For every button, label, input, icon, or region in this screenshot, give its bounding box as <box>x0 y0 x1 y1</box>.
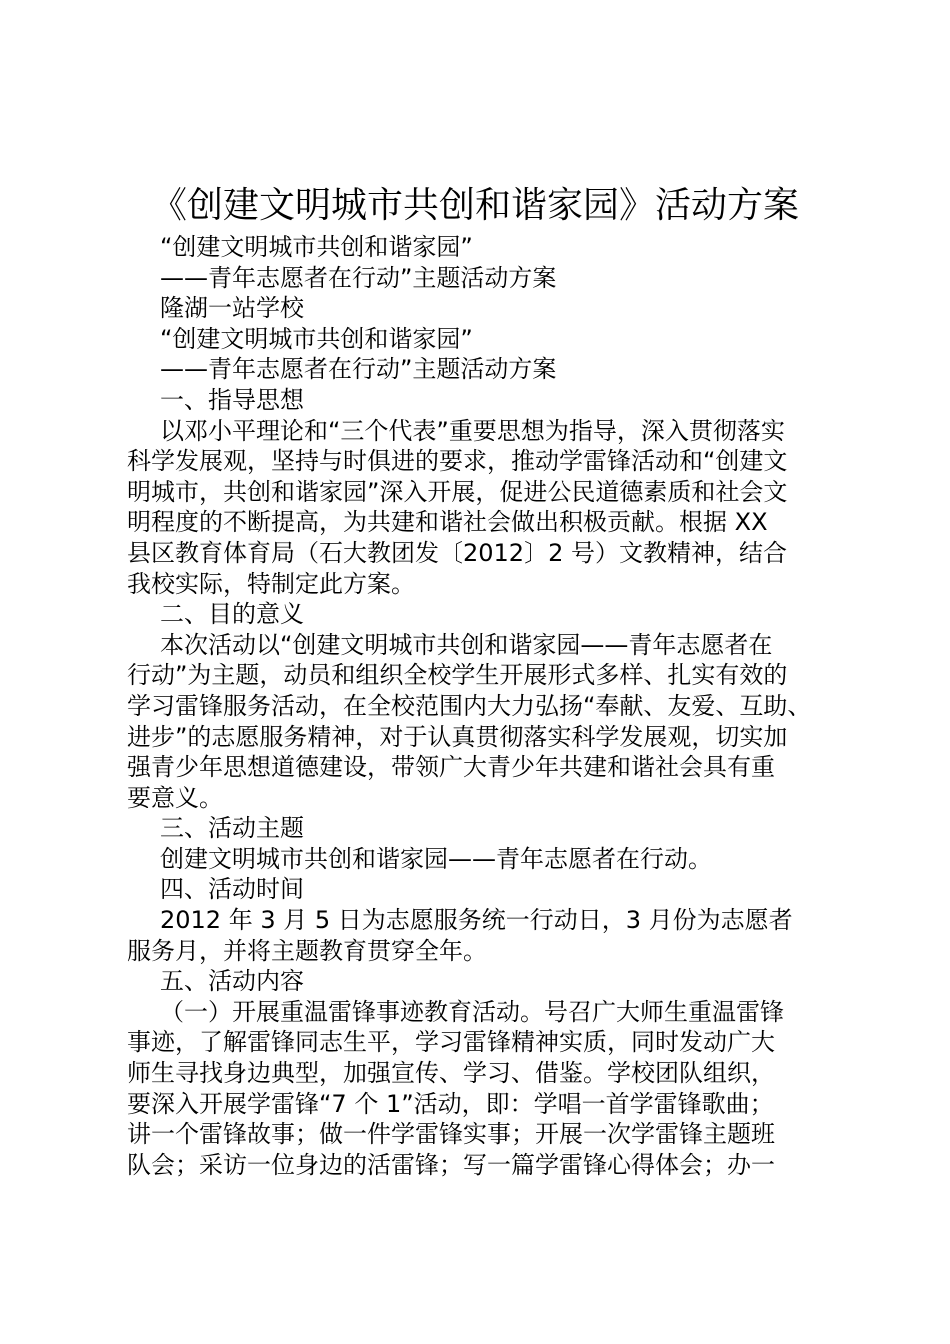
body-line: 明程度的不断提高，为共建和谐社会做出积极贡献。根据 XX <box>127 508 768 537</box>
body-line: 县区教育体育局（石大教团发〔2012〕2 号）文教精神，结合 <box>127 538 787 567</box>
body-line: 讲一个雷锋故事；做一件学雷锋实事；开展一次学雷锋主题班 <box>127 1120 775 1149</box>
body-line: 三、活动主题 <box>160 814 304 843</box>
body-line: 五、活动内容 <box>160 967 304 996</box>
body-line: 进步”的志愿服务精神，对于认真贯彻落实科学发展观，切实加 <box>127 722 788 751</box>
body-line: 2012 年 3 月 5 日为志愿服务统一行动日，3 月份为志愿者 <box>160 906 793 935</box>
body-line: 要深入开展学雷锋“7 个 1”活动，即：学唱一首学雷锋歌曲； <box>127 1089 774 1118</box>
body-line: “创建文明城市共创和谐家园” <box>160 233 473 261</box>
body-line: “创建文明城市共创和谐家园” <box>160 324 473 353</box>
body-line: 隆湖一站学校 <box>160 294 304 323</box>
document-body <box>127 232 847 1180</box>
body-line: 一、指导思想 <box>160 385 304 414</box>
body-line: ——青年志愿者在行动”主题活动方案 <box>160 263 557 292</box>
body-line: 以邓小平理论和“三个代表”重要思想为指导，深入贯彻落实 <box>160 416 785 445</box>
body-line: ——青年志愿者在行动”主题活动方案 <box>160 355 557 384</box>
body-line: 科学发展观，坚持与时俱进的要求，推动学雷锋活动和“创建文 <box>127 447 788 476</box>
body-line: 队会；采访一位身边的活雷锋；写一篇学雷锋心得体会；办一 <box>127 1150 775 1179</box>
body-line: 学习雷锋服务活动，在全校范围内大力弘扬“奉献、友爱、互助、 <box>127 691 812 720</box>
body-line: （一）开展重温雷锋事迹教育活动。号召广大师生重温雷锋 <box>160 997 784 1026</box>
body-line: 本次活动以“创建文明城市共创和谐家园——青年志愿者在 <box>160 630 773 659</box>
body-line: 行动”为主题，动员和组织全校学生开展形式多样、扎实有效的 <box>127 661 788 690</box>
body-line: 四、活动时间 <box>160 875 304 904</box>
body-line: 要意义。 <box>127 783 223 812</box>
body-line: 服务月，并将主题教育贯穿全年。 <box>127 936 487 965</box>
body-line: 师生寻找身边典型，加强宣传、学习、借鉴。学校团队组织， <box>127 1059 775 1088</box>
body-line: 创建文明城市共创和谐家园——青年志愿者在行动。 <box>160 844 712 873</box>
document-title: 《创建文明城市共创和谐家园》活动方案 <box>150 185 799 226</box>
body-line: 二、目的意义 <box>160 600 304 629</box>
body-line: 事迹，了解雷锋同志生平，学习雷锋精神实质，同时发动广大 <box>127 1028 775 1057</box>
body-line: 我校实际，特制定此方案。 <box>127 569 415 598</box>
body-line: 强青少年思想道德建设，带领广大青少年共建和谐社会具有重 <box>127 753 775 782</box>
body-line: 明城市，共创和谐家园”深入开展，促进公民道德素质和社会文 <box>127 477 788 506</box>
